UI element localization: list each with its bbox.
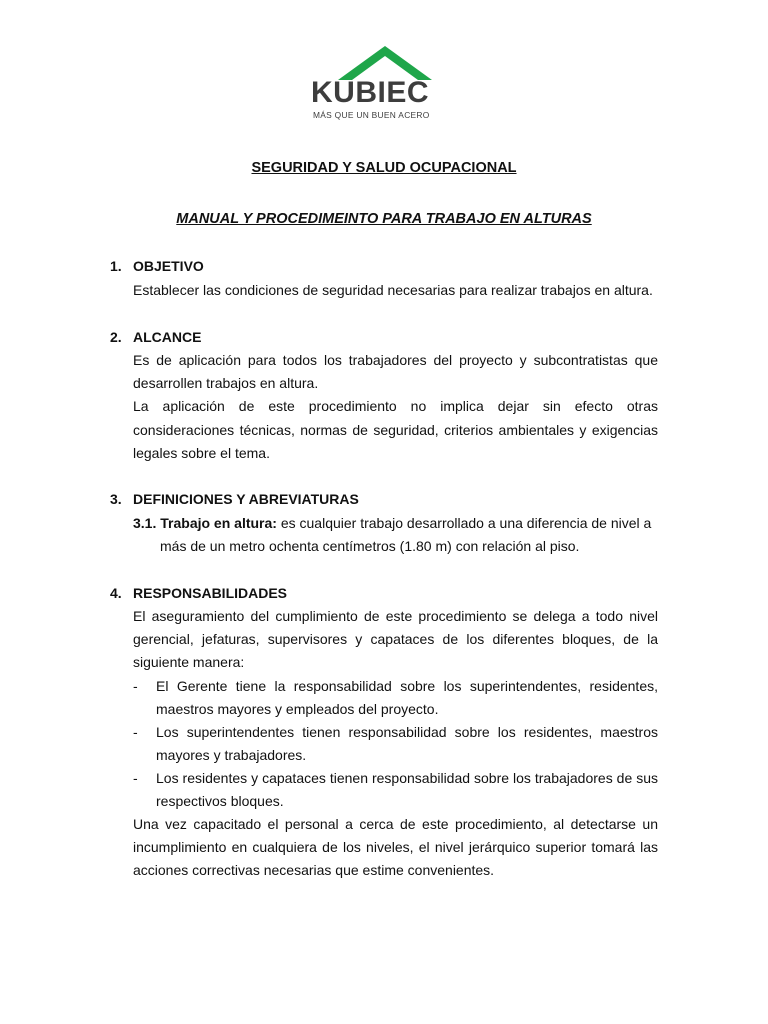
section-number: 3. [110, 491, 122, 507]
bullet-item [133, 767, 658, 814]
logo-tagline: MÁS QUE UN BUEN ACERO [313, 110, 430, 120]
body-line: Una vez capacitado el personal a cerca de este procedimiento, al detectarse un [133, 816, 658, 832]
body-line: legales sobre el tema. [133, 444, 270, 461]
body-line: consideraciones técnicas, normas de seguridad, criterios ambientales y exigencias [133, 421, 658, 438]
logo-brand-text: KUBIEC [311, 76, 430, 109]
definition-text-continued: más de un metro ochenta centímetros (1.80 m) con relación al piso. [160, 538, 580, 555]
bullet-item [133, 675, 658, 722]
section-number: 4. [110, 585, 122, 601]
section-body-responsabilidades-closing [133, 813, 658, 883]
bullet-dash: - [133, 724, 138, 740]
bullet-line: respectivos bloques. [156, 793, 284, 810]
definition-text: es cualquier trabajo desarrollado a una diferencia de nivel a [280, 515, 652, 531]
body-line: Es de aplicación para todos los trabajadores del proyecto y subcontratistas que [133, 352, 658, 368]
body-line: acciones correctivas necesarias que estime convenientes. [133, 862, 495, 879]
body-line: El aseguramiento del cumplimiento de este procedimiento se delega a todo nivel [133, 608, 658, 624]
bullet-line: Los superintendentes tienen responsabilidad sobre los residentes, maestros [156, 724, 658, 740]
bullet-line: maestros mayores y empleados del proyecto. [156, 701, 439, 718]
section-title: ALCANCE [133, 329, 202, 345]
section-heading-definiciones [110, 491, 359, 507]
body-line: gerencial, jefaturas, supervisores y capataces de los diferentes bloques, de la [133, 631, 658, 648]
bullet-dash: - [133, 678, 138, 694]
body-line: La aplicación de este procedimiento no implica dejar sin efecto otras [133, 398, 658, 415]
definition-item [133, 512, 658, 558]
kubiec-logo [300, 44, 470, 124]
bullet-dash: - [133, 770, 138, 786]
body-line: siguiente manera: [133, 654, 245, 671]
section-title: RESPONSABILIDADES [133, 585, 288, 601]
section-number: 1. [110, 258, 122, 274]
bullet-line: mayores y trabajadores. [156, 747, 307, 764]
section-title: OBJETIVO [133, 258, 204, 274]
section-body-alcance [133, 349, 658, 465]
section-body-responsabilidades-intro [133, 605, 658, 675]
bullet-line: Los residentes y capataces tienen responsabilidad sobre los trabajadores de sus [156, 770, 658, 786]
definition-number: 3.1. [133, 515, 157, 531]
section-title: DEFINICIONES Y ABREVIATURAS [133, 491, 359, 507]
section-heading-objetivo [110, 258, 204, 274]
document-subtitle: MANUAL Y PROCEDIMEINTO PARA TRABAJO EN ALTURAS [176, 211, 592, 227]
section-heading-responsabilidades [110, 585, 287, 601]
body-line: incumplimiento en cualquiera de los niveles, el nivel jerárquico superior tomará las [133, 839, 658, 856]
definition-term: Trabajo en altura: [160, 515, 277, 531]
section-number: 2. [110, 329, 122, 345]
bullet-line: El Gerente tiene la responsabilidad sobre los superintendentes, residentes, [156, 678, 658, 694]
document-title: SEGURIDAD Y SALUD OCUPACIONAL [251, 160, 517, 176]
section-heading-alcance [110, 329, 201, 345]
section-body-objetivo [133, 279, 658, 302]
body-line: Establecer las condiciones de seguridad necesarias para realizar trabajos en altura. [133, 282, 653, 298]
bullet-item [133, 721, 658, 768]
body-line: desarrollen trabajos en altura. [133, 375, 319, 392]
